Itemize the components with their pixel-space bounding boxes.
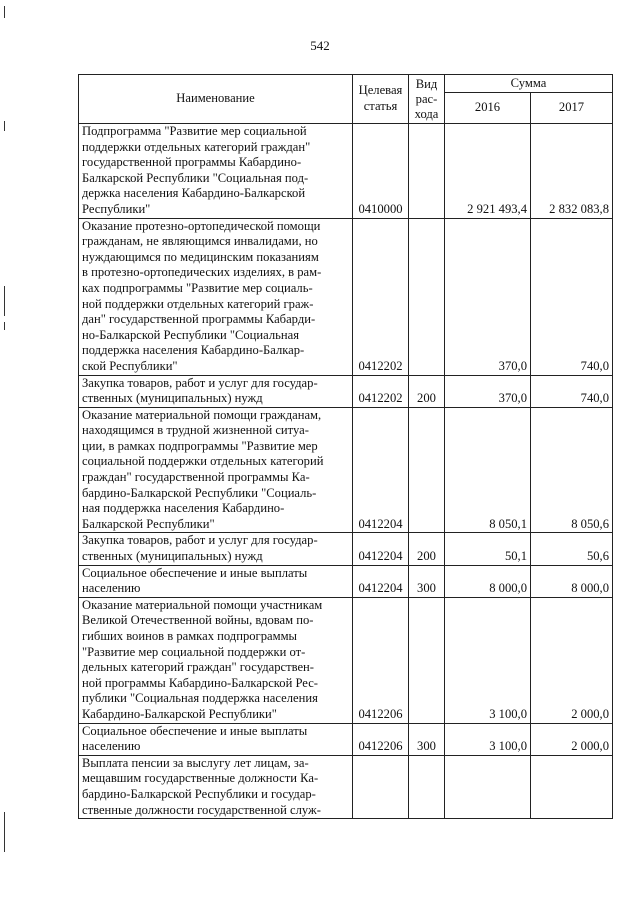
row-name-line: Республики" xyxy=(82,201,151,216)
row-amount-2016: 370,0 xyxy=(445,218,531,375)
row-name-line: Балкарской Республики" xyxy=(82,516,215,531)
row-amount-2017: 8 000,0 xyxy=(531,565,613,597)
row-name-line: Социальное обеспечение и иные выплаты xyxy=(82,565,308,580)
row-name-line: ственных (муниципальных) нужд xyxy=(82,391,263,406)
row-type-cell xyxy=(409,597,445,723)
row-name-cell xyxy=(79,755,353,818)
row-amount-2017: 2 000,0 xyxy=(531,597,613,723)
header-expense-type xyxy=(409,75,445,124)
header-sum: Сумма xyxy=(445,75,613,93)
row-amount-2017: 8 050,6 xyxy=(531,407,613,533)
row-name-line: дельных категорий граждан" государствен- xyxy=(82,660,314,675)
row-name-line: населению xyxy=(82,739,141,754)
header-article: Целевая статья xyxy=(353,75,409,124)
row-code-cell: 0412204 xyxy=(353,533,409,565)
row-type-cell xyxy=(409,407,445,533)
row-name-cell xyxy=(79,218,353,375)
row-name-line: населению xyxy=(82,581,141,596)
row-amount-2017: 50,6 xyxy=(531,533,613,565)
table-row xyxy=(79,218,613,375)
row-type-cell xyxy=(409,755,445,818)
row-name-cell xyxy=(79,407,353,533)
table-row xyxy=(79,755,613,818)
row-name-line: бардино-Балкарской Республики "Социаль- xyxy=(82,485,317,500)
row-name-line: Выплата пенсии за выслугу лет лицам, за- xyxy=(82,755,309,770)
row-name-line: Оказание протезно-ортопедической помощи xyxy=(82,218,321,233)
row-name-line: держка населения Кабардино-Балкарской xyxy=(82,186,306,201)
row-amount-2016 xyxy=(445,755,531,818)
row-type-cell: 200 xyxy=(409,533,445,565)
row-code-cell: 0410000 xyxy=(353,124,409,219)
row-name-line: мещавшим государственные должности Ка- xyxy=(82,771,319,786)
row-type-cell xyxy=(409,124,445,219)
row-name-line: социальной поддержки отдельных категорий xyxy=(82,454,324,469)
row-name-line: Подпрограмма "Развитие мер социальной xyxy=(82,124,307,138)
row-name-cell xyxy=(79,375,353,407)
table-row xyxy=(79,723,613,755)
row-name-line: публики "Социальная поддержка населения xyxy=(82,691,318,706)
row-name-line: "Развитие мер социальной поддержки от- xyxy=(82,644,306,659)
scan-artifact-mark xyxy=(4,121,5,131)
row-name-line: ции, в рамках подпрограммы "Развитие мер xyxy=(82,438,318,453)
row-amount-2016: 50,1 xyxy=(445,533,531,565)
row-code-cell: 0412206 xyxy=(353,723,409,755)
row-name-line: Оказание материальной помощи участникам xyxy=(82,597,323,612)
scan-artifact-mark xyxy=(4,286,5,316)
row-name-cell xyxy=(79,533,353,565)
row-amount-2016: 3 100,0 xyxy=(445,597,531,723)
row-type-cell xyxy=(409,218,445,375)
page-number: 542 xyxy=(310,38,330,53)
row-name-line: государственной программы Кабардино- xyxy=(82,155,302,170)
row-name-line: дан" государственной программы Кабарди- xyxy=(82,312,316,327)
row-amount-2016: 8 000,0 xyxy=(445,565,531,597)
row-amount-2016: 370,0 xyxy=(445,375,531,407)
budget-table xyxy=(78,74,613,819)
table-body xyxy=(79,124,613,819)
header-expense-type-line: Вид xyxy=(415,76,438,91)
row-code-cell: 0412204 xyxy=(353,565,409,597)
row-name-line: поддержки отдельных категорий граждан" xyxy=(82,139,311,154)
row-name-line: поддержка населения Кабардино-Балкар- xyxy=(82,343,305,358)
row-name-line: Закупка товаров, работ и услуг для государ- xyxy=(82,375,318,390)
row-type-cell: 200 xyxy=(409,375,445,407)
row-name-line: ственных (муниципальных) нужд xyxy=(82,549,263,564)
row-name-line: Социальное обеспечение и иные выплаты xyxy=(82,723,308,738)
row-name-line: ной программы Кабардино-Балкарской Рес- xyxy=(82,675,318,690)
header-expense-type-line: рас- xyxy=(415,91,438,106)
header-year-2016: 2016 xyxy=(445,93,531,124)
row-amount-2017: 2 832 083,8 xyxy=(531,124,613,219)
scan-artifact-mark xyxy=(4,6,5,18)
row-name-line: гражданам, не являющимся инвалидами, но xyxy=(82,234,318,249)
row-amount-2017: 740,0 xyxy=(531,218,613,375)
row-type-cell: 300 xyxy=(409,723,445,755)
row-amount-2016: 2 921 493,4 xyxy=(445,124,531,219)
row-name-line: ках подпрограммы "Развитие мер социаль- xyxy=(82,280,313,295)
row-name-line: Оказание материальной помощи гражданам, xyxy=(82,407,322,422)
table-row xyxy=(79,533,613,565)
row-code-cell: 0412202 xyxy=(353,375,409,407)
row-code-cell: 0412202 xyxy=(353,218,409,375)
table-row xyxy=(79,407,613,533)
row-amount-2017: 740,0 xyxy=(531,375,613,407)
row-name-line: ной поддержки отдельных категорий граж- xyxy=(82,296,314,311)
row-name-line: ственные должности государственной служ- xyxy=(82,802,321,817)
row-name-cell xyxy=(79,124,353,219)
row-name-line: нуждающимся по медицинским показаниям xyxy=(82,249,319,264)
row-name-cell xyxy=(79,723,353,755)
scan-artifact-mark xyxy=(4,812,5,852)
row-name-line: в протезно-ортопедических изделиях, в рам- xyxy=(82,265,322,280)
row-amount-2017: 2 000,0 xyxy=(531,723,613,755)
row-amount-2016: 8 050,1 xyxy=(445,407,531,533)
row-name-line: гибших воинов в рамках подпрограммы xyxy=(82,629,298,643)
table-row xyxy=(79,124,613,219)
row-code-cell: 0412206 xyxy=(353,597,409,723)
row-name-line: Великой Отечественной войны, вдовам по- xyxy=(82,613,314,628)
table-row xyxy=(79,597,613,723)
header-name: Наименование xyxy=(79,75,353,124)
scan-artifact-mark xyxy=(4,322,5,330)
row-name-line: находящимся в трудной жизненной ситуа- xyxy=(82,423,309,438)
row-name-line: Закупка товаров, работ и услуг для государ- xyxy=(82,533,318,548)
row-amount-2017 xyxy=(531,755,613,818)
row-name-line: ской Республики" xyxy=(82,358,178,373)
row-name-line: граждан" государственной программы Ка- xyxy=(82,470,310,485)
row-type-cell: 300 xyxy=(409,565,445,597)
header-year-2017: 2017 xyxy=(531,93,613,124)
row-name-cell xyxy=(79,597,353,723)
row-code-cell xyxy=(353,755,409,818)
row-name-line: Кабардино-Балкарской Республики" xyxy=(82,706,277,721)
table-row xyxy=(79,565,613,597)
row-name-cell xyxy=(79,565,353,597)
row-amount-2016: 3 100,0 xyxy=(445,723,531,755)
row-code-cell: 0412204 xyxy=(353,407,409,533)
row-name-line: ная поддержка населения Кабардино- xyxy=(82,501,285,516)
row-name-line: бардино-Балкарской Республики и государ- xyxy=(82,786,316,801)
table-row xyxy=(79,375,613,407)
row-name-line: Балкарской Республики "Социальная под- xyxy=(82,170,309,185)
row-name-line: но-Балкарской Республики "Социальная xyxy=(82,327,300,342)
header-expense-type-line: хода xyxy=(414,106,439,121)
